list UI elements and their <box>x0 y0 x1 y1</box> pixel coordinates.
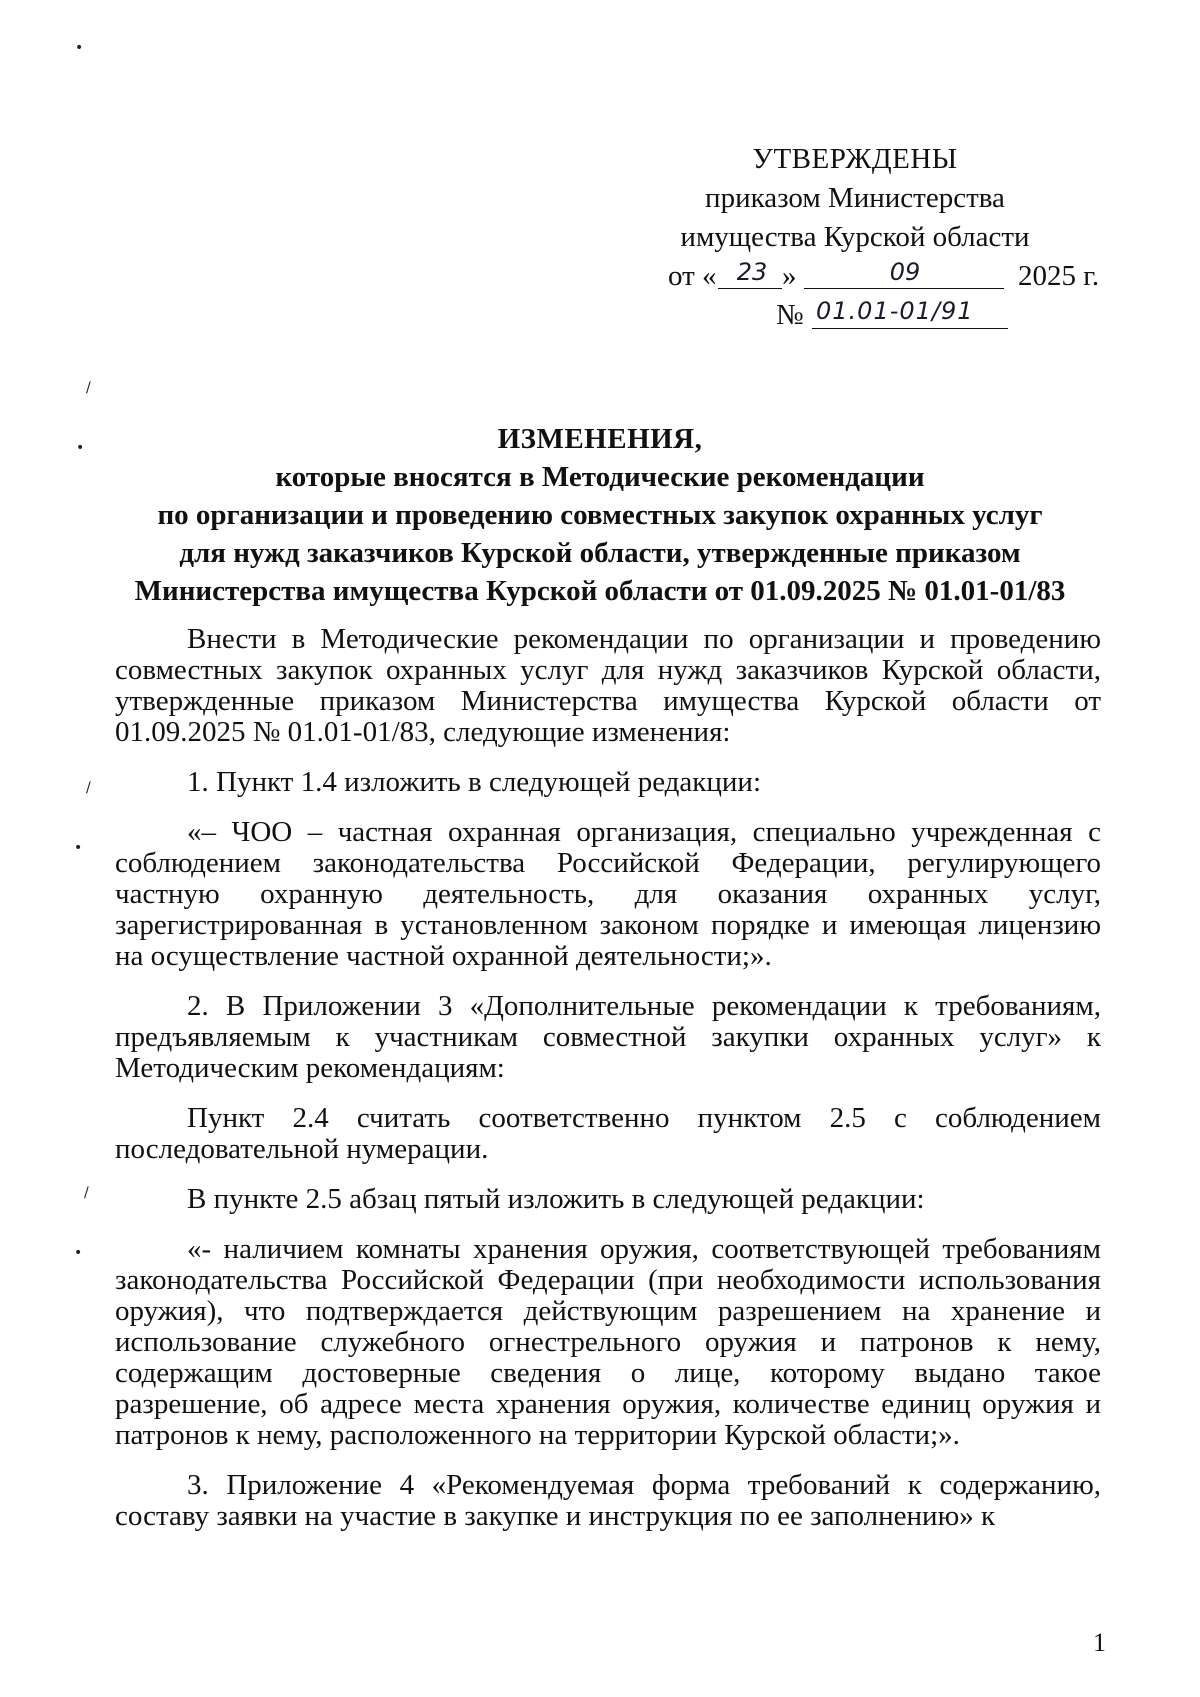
paragraph-intro: Внести в Методические рекомендации по организации и проведению совместных закупок охранных услуг для нужд заказчиков Курской области, утвержденные приказом Министерства имущества Курской области от 01.09.2025 № 01.01-01/83, следующие изменения: <box>115 623 1101 748</box>
scan-mark: / <box>84 1185 89 1201</box>
document-body <box>115 624 1101 1551</box>
approval-number-line <box>600 296 1110 335</box>
paragraph-item-1-text: «– ЧОО – частная охранная организация, специально учрежденная с соблюдением законодательства Российской Федерации, регулирующего частную охранную деятельность, для оказания охранных услуг, зарегистрированная в установленном законом порядке и имеющая лицензию на осуществление частной охранной деятельности;». <box>115 816 1101 972</box>
paragraph-item-2: 2. В Приложении 3 «Дополнительные рекомендации к требованиям, предъявляемым к участникам совместной закупки охранных услуг» к Методическим рекомендациям: <box>115 990 1101 1084</box>
number-handwritten: 01.01-01/91 <box>816 297 974 325</box>
date-prefix: от « <box>668 260 717 292</box>
page-number: 1 <box>1093 1628 1106 1657</box>
approval-line-order: приказом Министерства <box>705 182 1005 214</box>
scan-mark: / <box>86 780 91 796</box>
approval-title: УТВЕРЖДЕНЫ <box>752 143 958 175</box>
heading-line-5: Министерства имущества Курской области от 01.09.2025 № 01.01-01/83 <box>134 575 1066 607</box>
heading-line-2: которые вносятся в Методические рекомендации <box>275 461 925 493</box>
paragraph-item-2-5: В пункте 2.5 абзац пятый изложить в следующей редакции: <box>187 1183 925 1215</box>
approval-date-line <box>600 257 1110 296</box>
number-prefix: № <box>776 299 804 331</box>
approval-block <box>600 140 1110 335</box>
date-month-underline <box>804 288 1004 289</box>
approval-line-ministry: имущества Курской области <box>680 221 1030 253</box>
scan-dot: • <box>75 40 84 56</box>
scan-dot: • <box>76 440 85 456</box>
heading-title: ИЗМЕНЕНИЯ, <box>497 423 703 455</box>
heading-line-4: для нужд заказчиков Курской области, утвержденные приказом <box>179 537 1021 569</box>
date-day-handwritten: 23 <box>736 258 768 286</box>
date-month-handwritten: 09 <box>889 258 921 286</box>
paragraph-item-2-renumber: Пункт 2.4 считать соответственно пунктом 2.5 с соблюдением последовательной нумерации. <box>115 1102 1101 1165</box>
paragraph-item-3: 3. Приложение 4 «Рекомендуемая форма требований к содержанию, составу заявки на участие в закупке и инструкция по ее заполнению» к <box>115 1469 1101 1532</box>
paragraph-item-2-5-text: «- наличием комнаты хранения оружия, соответствующей требованиям законодательства Российской Федерации (при необходимости использования оружия), что подтверждается действующим разрешением на хранение и использование служебного огнестрельного оружия и патронов к нему, содержащим достоверные сведения о лице, которому выдано такое разрешение, об адресе места хранения оружия, количестве единиц оружия и патронов к нему, расположенного на территории Курской области;». <box>115 1233 1101 1451</box>
number-underline <box>812 328 1008 329</box>
paragraph-item-1: 1. Пункт 1.4 изложить в следующей редакции: <box>187 766 762 798</box>
heading-line-3: по организации и проведению совместных закупок охранных услуг <box>157 499 1043 531</box>
document-heading <box>80 420 1120 610</box>
date-day-underline <box>718 288 782 289</box>
scan-dot: • <box>74 840 83 856</box>
date-close-quote: » <box>782 260 797 292</box>
scan-mark: / <box>86 380 91 396</box>
date-year: 2025 г. <box>1018 260 1100 292</box>
scan-dot: • <box>74 1245 83 1261</box>
